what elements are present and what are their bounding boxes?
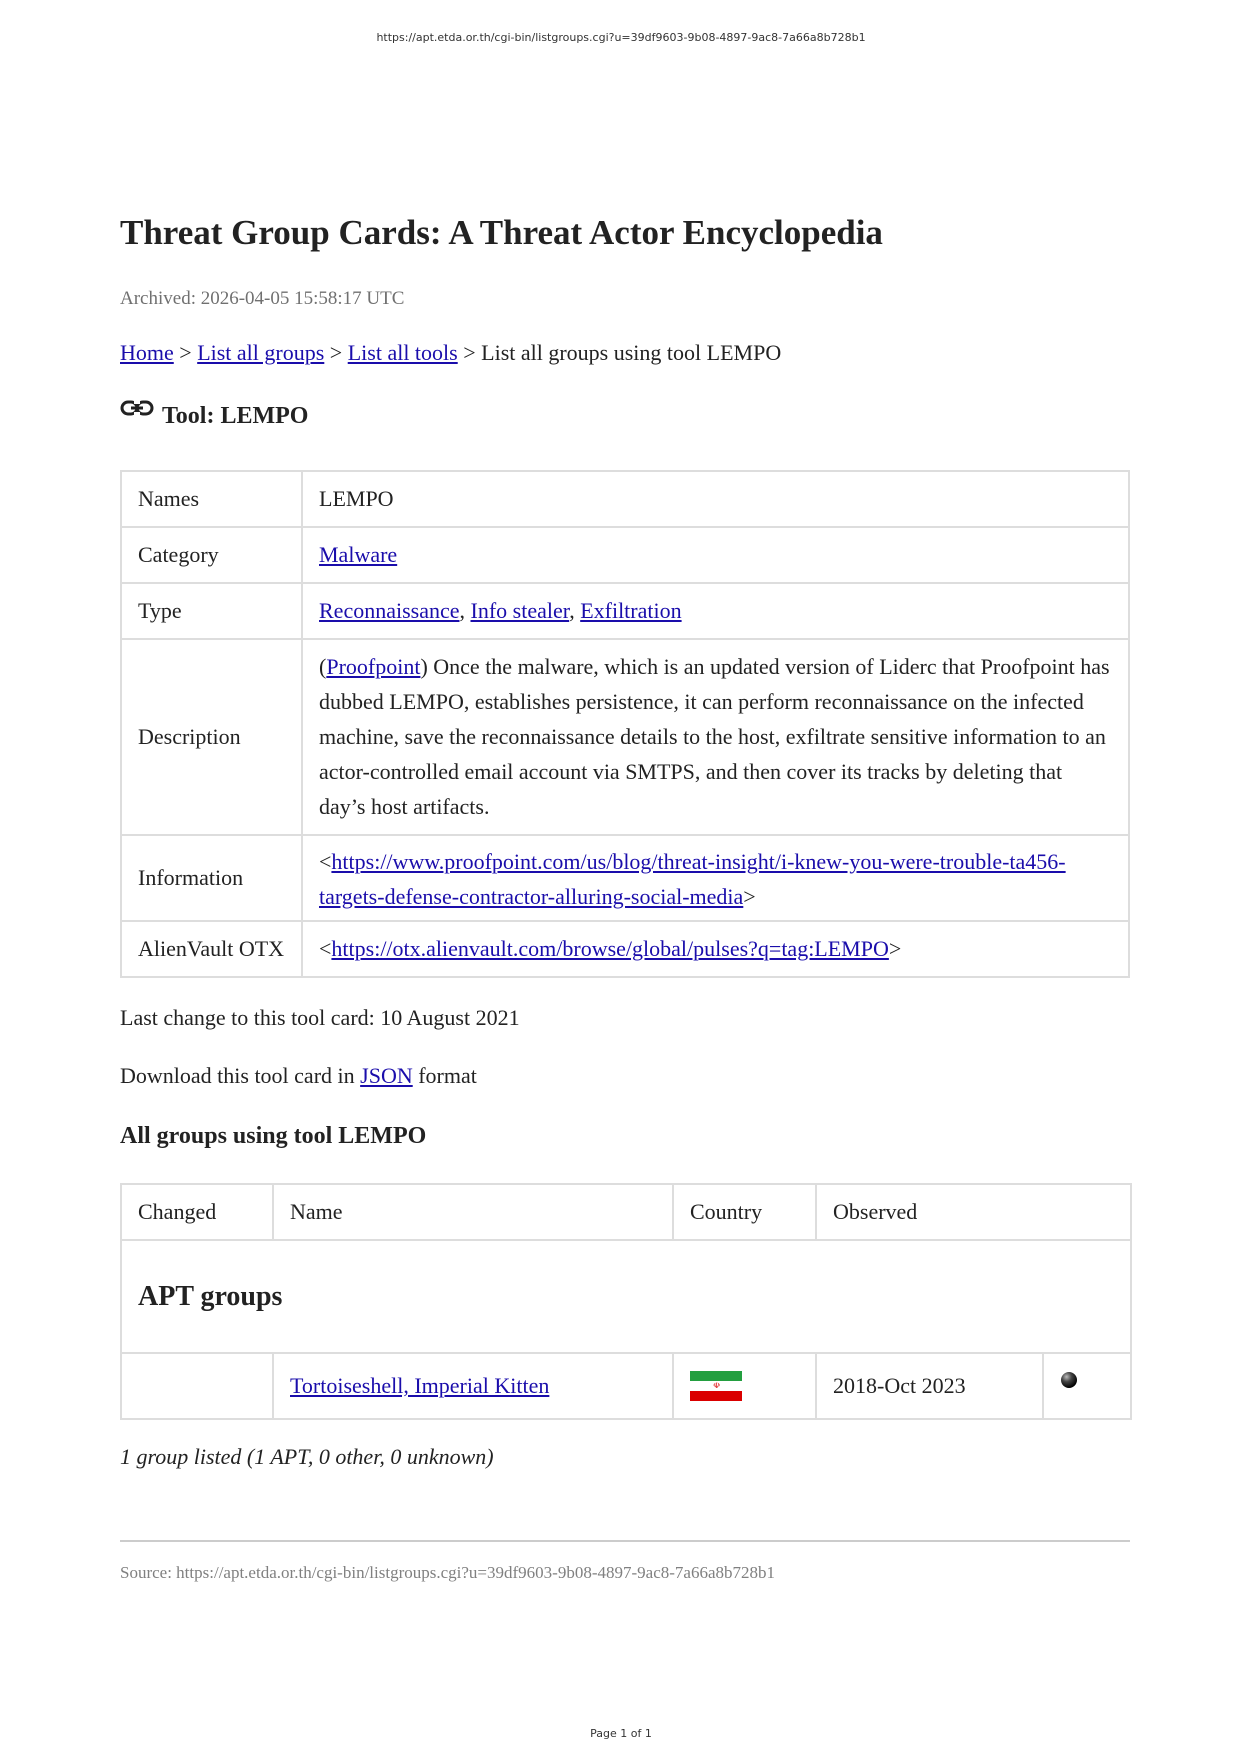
tool-information-cell xyxy=(302,835,1129,921)
tool-category-cell xyxy=(302,527,1129,583)
tool-names-value: LEMPO xyxy=(302,471,1129,527)
download-text-after: format xyxy=(412,1063,477,1088)
breadcrumb-current: List all groups using tool LEMPO xyxy=(481,340,782,365)
proofpoint-source-link[interactable]: Proofpoint xyxy=(326,654,421,679)
table-header-row xyxy=(121,1184,1131,1240)
tool-details-table xyxy=(120,470,1130,978)
download-line xyxy=(120,1063,477,1089)
row-label: Information xyxy=(121,835,302,921)
last-change-text: Last change to this tool card: 10 August 2021 xyxy=(120,1005,520,1030)
table-row xyxy=(121,921,1129,977)
breadcrumb-separator: > xyxy=(324,340,348,365)
description-open-paren: ( xyxy=(319,654,327,679)
groups-summary: 1 group listed (1 APT, 0 other, 0 unknown) xyxy=(120,1444,494,1469)
group-changed-cell xyxy=(121,1353,273,1419)
column-header-name: Name xyxy=(273,1184,673,1240)
section-row xyxy=(121,1240,1131,1353)
tool-otx-cell xyxy=(302,921,1129,977)
row-label: Description xyxy=(121,639,302,835)
tool-heading-text: Tool: LEMPO xyxy=(162,403,309,429)
breadcrumb-separator: > xyxy=(173,340,198,365)
groups-table xyxy=(120,1183,1132,1420)
link-open-bracket: < xyxy=(319,849,332,874)
json-download-link[interactable]: JSON xyxy=(360,1063,413,1088)
source-url: Source: https://apt.etda.or.th/cgi-bin/listgroups.cgi?u=39df9603-9b08-4897-9ac8-7a66a8b728b1 xyxy=(120,1563,775,1582)
type-reconnaissance-link[interactable]: Reconnaissance xyxy=(319,598,460,623)
archived-timestamp: Archived: 2026-04-05 15:58:17 UTC xyxy=(120,288,405,309)
breadcrumb-tools-link[interactable]: List all tools xyxy=(347,340,458,365)
description-text xyxy=(319,640,1112,834)
link-close-bracket: > xyxy=(888,936,902,961)
table-row xyxy=(121,583,1129,639)
row-label: Type xyxy=(121,583,302,639)
row-label: AlienVault OTX xyxy=(121,921,302,977)
column-header-changed: Changed xyxy=(121,1184,273,1240)
alienvault-otx-link[interactable]: https://otx.alienvault.com/browse/global/pulses?q=tag:LEMPO xyxy=(331,936,889,961)
section-apt-groups: APT groups xyxy=(121,1240,1131,1353)
breadcrumb-separator: > xyxy=(457,340,482,365)
print-header-url: https://apt.etda.or.th/cgi-bin/listgroups.cgi?u=39df9603-9b08-4897-9ac8-7a66a8b728b1 xyxy=(376,31,866,44)
table-row xyxy=(121,835,1129,921)
information-link[interactable]: https://www.proofpoint.com/us/blog/threat-insight/i-knew-you-were-trouble-ta456-targets-defense-contractor-alluring-social-media xyxy=(319,849,1066,909)
status-dot-icon xyxy=(1060,1371,1078,1389)
table-row xyxy=(121,527,1129,583)
type-info-stealer-link[interactable]: Info stealer xyxy=(470,598,570,623)
row-label: Names xyxy=(121,471,302,527)
breadcrumb-home-link[interactable]: Home xyxy=(120,340,174,365)
breadcrumb-groups-link[interactable]: List all groups xyxy=(197,340,325,365)
information-text xyxy=(319,836,1112,920)
download-text-before: Download this tool card in xyxy=(120,1063,361,1088)
table-row xyxy=(121,639,1129,835)
page-number: Page 1 of 1 xyxy=(590,1727,652,1740)
breadcrumb xyxy=(120,340,781,366)
type-separator: , xyxy=(459,598,471,623)
table-row xyxy=(121,471,1129,527)
tool-description-cell xyxy=(302,639,1129,835)
link-open-bracket: < xyxy=(319,936,332,961)
column-header-observed: Observed xyxy=(816,1184,1131,1240)
iran-flag-icon: ☫ xyxy=(690,1371,742,1401)
table-row xyxy=(121,1353,1131,1419)
groups-heading: All groups using tool LEMPO xyxy=(120,1123,427,1149)
tool-type-cell xyxy=(302,583,1129,639)
category-malware-link[interactable]: Malware xyxy=(319,542,398,567)
type-exfiltration-link[interactable]: Exfiltration xyxy=(580,598,682,623)
column-header-country: Country xyxy=(673,1184,816,1240)
group-name-cell xyxy=(273,1353,673,1419)
group-link-tortoiseshell[interactable]: Tortoiseshell, Imperial Kitten xyxy=(290,1373,550,1398)
link-close-bracket: > xyxy=(743,884,756,909)
description-body: ) Once the malware, which is an updated version of Liderc that Proofpoint has dubbed LEMPO, establishes persistence, it can perform reconnaissance on the infected machine, save the reconnaissance details to the host, exfiltrate sensitive information to an actor-controlled email account via SMTPS, and then cover its tracks by deleting that day’s host artifacts. xyxy=(319,654,1110,819)
group-country-cell xyxy=(673,1353,816,1419)
row-label: Category xyxy=(121,527,302,583)
divider xyxy=(120,1540,1130,1542)
group-status-cell xyxy=(1043,1353,1131,1419)
group-observed-cell: 2018-Oct 2023 xyxy=(816,1353,1043,1419)
tool-heading xyxy=(120,403,308,430)
type-separator: , xyxy=(569,598,581,623)
link-icon xyxy=(120,398,154,418)
page-title: Threat Group Cards: A Threat Actor Encyclopedia xyxy=(120,213,883,252)
